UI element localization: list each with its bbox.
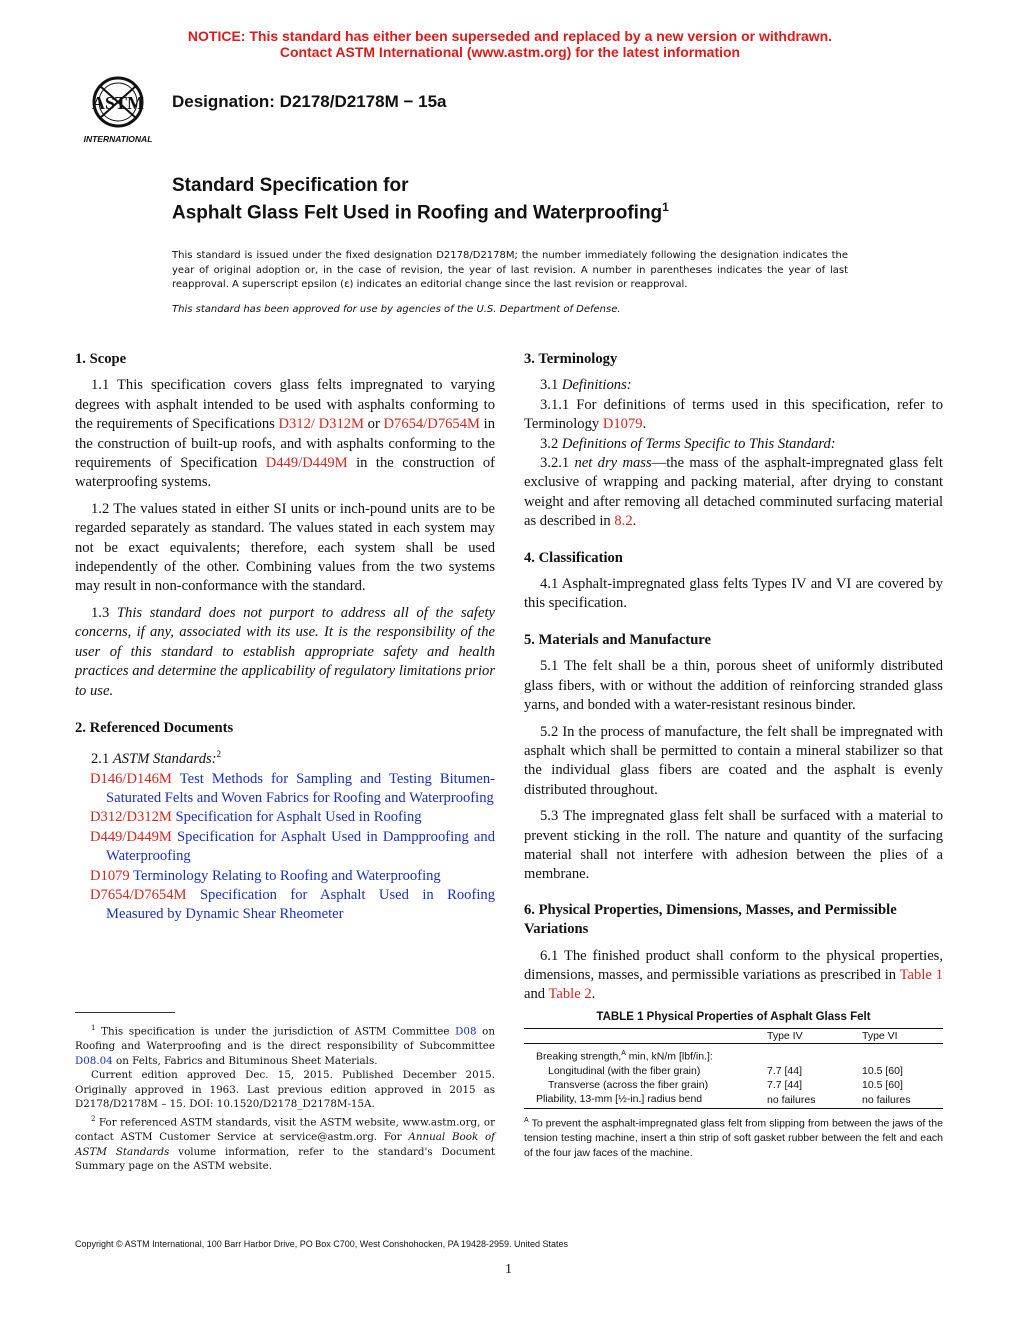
notice-line-2: Contact ASTM International (www.astm.org) for the latest information	[279, 44, 741, 60]
footnote-rule	[75, 1012, 175, 1013]
ref-item: D449/D449M Specification for Asphalt Used in Dampproofing and Waterproofing	[90, 828, 495, 865]
link-table-2[interactable]: Table 2	[548, 986, 592, 1003]
para-2-1: 2.1 ASTM Standards:$^2$	[91, 749, 222, 768]
link-d312[interactable]: D312/ D312M	[278, 416, 365, 433]
para-6-1: 6.1 The finished product shall conform to the physical properties, dimensions, masses, and permissible variations as prescribed in Table 1 and Table 2.	[524, 947, 943, 1003]
para-4-1: 4.1 Asphalt-impregnated glass felts Types IV and VI are covered by this specification.	[524, 576, 943, 612]
para-5-1: 5.1 The felt shall be a thin, porous sheet of uniformly distributed glass fibers, with or without the addition of reinforcing stranded glass yarns, and bonded with a water-resistant resinous binder.	[524, 658, 943, 714]
dod-approval: This standard has been approved for use by agencies of the U.S. Department of Defense.	[172, 304, 621, 315]
ref-link[interactable]: D7654/D7654M	[90, 887, 187, 904]
table-header-type-vi: Type VI	[862, 1030, 898, 1042]
table-1-footnote: $^A$ To prevent the asphalt-impregnated glass felt from slipping from between the jaws of the tension testing machine, insert a thin strip of soft gasket rubber between the felt and each of the four jaw faces of the machine.	[524, 1117, 943, 1159]
left-column	[75, 350, 495, 925]
para-3-2-1: 3.2.1 net dry mass—the mass of the asphalt-impregnated glass felt exclusive of wrapping and packing material, after drying to constant weight and after removing all detached comminuted surfacing material as described in 8.2.	[524, 455, 943, 530]
title-text: Asphalt Glass Felt Used in Roofing and Waterproofing	[172, 202, 663, 224]
table-header-row	[524, 1029, 943, 1044]
right-column	[524, 350, 943, 1005]
section-1-heading: 1. Scope	[75, 351, 127, 367]
section-5-heading: 5. Materials and Manufacture	[524, 631, 711, 648]
link-d449[interactable]: D449/D449M	[265, 455, 348, 472]
link-d08[interactable]: D08	[455, 1025, 477, 1038]
table-row: Longitudinal (with the fiber grain) 7.7 [44] 10.5 [60]	[548, 1064, 903, 1077]
ref-item: D1079 Terminology Relating to Roofing and Waterproofing	[90, 867, 441, 884]
link-8-2[interactable]: 8.2	[614, 513, 633, 530]
designation: Designation: D2178/D2178M − 15a	[172, 92, 447, 111]
page-number: 1	[505, 1262, 512, 1277]
table-header-type-iv: Type IV	[767, 1030, 803, 1042]
para-3-1: 3.1 Definitions:	[540, 377, 632, 394]
section-2-heading: 2. Referenced Documents	[75, 719, 234, 736]
logo-letters: ASTM	[91, 93, 145, 113]
copyright: Copyright © ASTM International, 100 Barr Harbor Drive, PO Box C700, West Conshohocken, PA 19428-2959. United States	[75, 1239, 569, 1249]
section-6-heading: 6. Physical Properties, Dimensions, Masses, and Permissible Variations	[524, 901, 897, 938]
link-d1079[interactable]: D1079	[602, 416, 643, 433]
footnotes	[75, 1021, 495, 1174]
ref-link[interactable]: D1079	[90, 867, 130, 884]
para-5-2: 5.2 In the process of manufacture, the felt shall be impregnated with asphalt which shall be permitted to contain a mineral stabilizer so that the individual glass fibers are coated and the asphalt is evenly distributed throughout.	[524, 723, 943, 798]
notice-line-1: NOTICE: This standard has either been superseded and replaced by a new version or withdrawn.	[187, 28, 833, 44]
table-1	[524, 1028, 943, 1109]
table-row: Transverse (across the fiber grain) 7.7 [44] 10.5 [60]	[548, 1078, 903, 1091]
table-row: Breaking strength,$^A$ min, kN/m [lbf/in.]:	[536, 1050, 713, 1063]
title-footnote-ref[interactable]: 1	[662, 200, 669, 214]
footnote-1: $^1$ This specification is under the jurisdiction of ASTM Committee D08 on Roofing and Waterproofing and is the direct responsibility of Subcommittee D08.04 on Felts, Fabrics and Bituminous Sheet Materials.	[75, 1024, 496, 1067]
footnote-2: $^2$ For referenced ASTM standards, visit the ASTM website, www.astm.org, or contact ASTM Customer Service at service@astm.org. For Annual Book of ASTM Standards volume information, refer to the standard's Document Summary page on the ASTM website.	[75, 1114, 495, 1173]
link-d7654[interactable]: D7654/D7654M	[383, 416, 480, 433]
link-d0804[interactable]: D08.04	[75, 1054, 113, 1067]
withdrawal-notice	[0, 28, 1020, 60]
section-4-heading: 4. Classification	[524, 549, 623, 566]
table-row: Pliability, 13-mm [½-in.] radius bend no failures no failures	[524, 1092, 943, 1109]
logo-text: INTERNATIONAL	[83, 134, 153, 144]
title-line-1: Standard Specification for	[172, 175, 409, 196]
ref-item: D146/D146M Test Methods for Sampling and Testing Bitumen-Saturated Felts and Woven Fabrics for Roofing and Waterproofing	[90, 770, 495, 806]
ref-item: D7654/D7654M Specification for Asphalt Used in Roofing Measured by Dynamic Shear Rheometer	[90, 887, 495, 923]
title-line-2	[172, 200, 669, 224]
para-5-3: 5.3 The impregnated glass felt shall be surfaced with a material to prevent sticking in the roll. The nature and quantity of the surfacing material shall not interfere with adhesion between the plies of a membrane.	[524, 808, 943, 883]
para-3-2: 3.2 Definitions of Terms Specific to This Standard:	[540, 435, 836, 452]
link-table-1[interactable]: Table 1	[899, 966, 943, 983]
section-3-heading: 3. Terminology	[524, 351, 618, 367]
para-1-1: 1.1 This specification covers glass felts impregnated to varying degrees with asphalt intended to be used with asphalts conforming to the requirements of Specifications D312/ D312M or D7654/D7654M in the construction of built-up roofs, and with asphalts conforming to the requirements of Specification D449/D449M in the construction of waterproofing systems.	[75, 377, 495, 491]
footnote-1-edition: Current edition approved Dec. 15, 2015. Published December 2015. Originally approved in 1963. Last previous edition approved in 2015 as D2178/D2178M – 15. DOI: 10.1520/D2178_D2178M-15A.	[75, 1069, 495, 1111]
astm-logo	[74, 76, 162, 146]
para-1-3: 1.3 This standard does not purport to address all of the safety concerns, if any, associated with its use. It is the responsibility of the user of this standard to establish appropriate safety and health practices and determine the applicability of regulatory limitations prior to use.	[75, 604, 495, 699]
para-1-2: 1.2 The values stated in either SI units or inch-pound units are to be regarded separately as standard. The values stated in each system may not be exact equivalents; therefore, each system shall be used independently of the other. Combining values from the two systems may result in non-conformance with the standard.	[75, 500, 495, 595]
ref-link[interactable]: D146/D146M	[90, 770, 172, 787]
ref-link[interactable]: D449/D449M	[90, 828, 172, 845]
table-1-title: TABLE 1 Physical Properties of Asphalt Glass Felt	[596, 1011, 871, 1023]
ref-item: D312/D312M Specification for Asphalt Used in Roofing	[90, 809, 422, 826]
ref-link[interactable]: D312/D312M	[90, 809, 172, 826]
para-3-1-1: 3.1.1 For definitions of terms used in this specification, refer to Terminology D1079.	[524, 396, 943, 433]
table-header-blank	[524, 1029, 767, 1044]
intro-paragraph: This standard is issued under the fixed designation D2178/D2178M; the number immediately following the designation indicates the year of original adoption or, in the case of revision, the year of last revision. A number in parentheses indicates the year of last reapproval. A superscript epsilon (ε) indicates an editorial change since the last revision or reapproval.	[172, 250, 848, 291]
